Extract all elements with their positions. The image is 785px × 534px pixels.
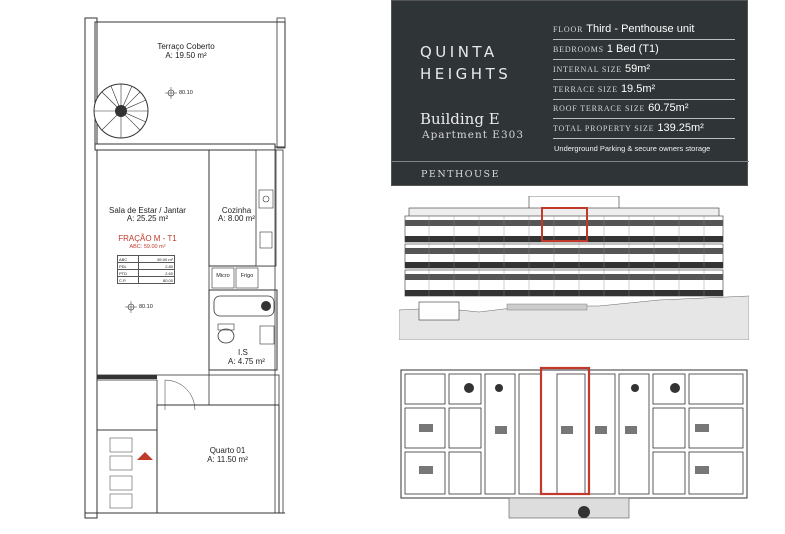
spec-label: INTERNAL SIZE [553, 65, 622, 74]
wc-area: A: 4.75 m² [228, 357, 265, 366]
wc-name: I.S [238, 348, 248, 357]
floor-plan [0, 0, 390, 534]
spec-roof-terrace-size [553, 98, 735, 119]
apartment-title: Apartment E303 [422, 129, 524, 141]
spec-value: Third - Penthouse unit [586, 23, 695, 35]
frigo-label: Frigo [240, 273, 254, 279]
table-cell: 2.80 [139, 263, 175, 270]
spec-terrace-size [553, 79, 735, 100]
kitchen-area: A: 8.00 m² [218, 214, 255, 223]
elevation-drawing [399, 196, 749, 340]
table-cell: ABC [118, 256, 139, 263]
floor-2 [405, 244, 723, 268]
spec-value: 1 Bed (T1) [606, 43, 659, 55]
spec-value: 139.25m² [657, 122, 704, 134]
living-area: A: 25.25 m² [126, 214, 169, 223]
bedroom-name: Quarto 01 [209, 446, 246, 455]
divider [392, 161, 749, 162]
brand-logo [420, 41, 511, 85]
spec-label: BEDROOMS [553, 45, 604, 54]
spec-value: 60.75m² [648, 102, 689, 114]
micro-label: Micro [216, 273, 230, 279]
spec-label: FLOOR [553, 25, 584, 34]
spec-bedrooms [553, 39, 735, 60]
spec-value: 59m² [624, 63, 651, 75]
floor-layout [399, 366, 749, 524]
parking-note: Underground Parking & secure owners storage [554, 144, 711, 153]
table-cell: C.P. [118, 277, 139, 284]
spec-value: 19.5m² [620, 83, 656, 95]
table-row [118, 263, 175, 270]
spec-label: TERRACE SIZE [553, 85, 618, 94]
terrace-area: A: 19.50 m² [165, 51, 207, 60]
level-mark-1: 80.10 [179, 90, 193, 96]
table-row [118, 256, 175, 263]
bedroom-area: A: 11.50 m² [207, 455, 248, 464]
level-mark-2: 80.10 [139, 304, 153, 310]
table-row [118, 270, 175, 277]
fraction-abc: ABC: 59.00 m² [129, 244, 166, 250]
spec-label: TOTAL PROPERTY SIZE [553, 124, 655, 133]
kitchen-name: Cozinha [221, 206, 252, 215]
table-cell: 59.00 m² [139, 256, 175, 263]
brand-line-2: HEIGHTS [420, 65, 512, 83]
table-cell: 80.00 [139, 277, 175, 284]
building-title: Building E [420, 110, 500, 128]
floor-layout-drawing [399, 366, 749, 524]
info-panel [391, 0, 748, 186]
spec-floor [553, 19, 735, 40]
spec-label: ROOF TERRACE SIZE [553, 104, 646, 113]
table-cell: 2.60 [139, 270, 175, 277]
table-cell: PTD [118, 270, 139, 277]
brand-line-1: QUINTA [420, 43, 498, 61]
fraction-table [117, 255, 175, 284]
spec-internal-size [553, 59, 735, 80]
spec-total-size [553, 118, 735, 139]
building-elevation [399, 196, 749, 340]
penthouse-label: PENTHOUSE [421, 169, 500, 180]
table-cell: PDL [118, 263, 139, 270]
table-row [118, 277, 175, 284]
living-name: Sala de Estar / Jantar [109, 206, 186, 215]
terrace-name: Terraço Coberto [157, 42, 215, 51]
fraction-title: FRAÇÃO M - T1 [118, 234, 177, 243]
floor-1 [405, 270, 723, 296]
floor-3 [405, 216, 723, 242]
